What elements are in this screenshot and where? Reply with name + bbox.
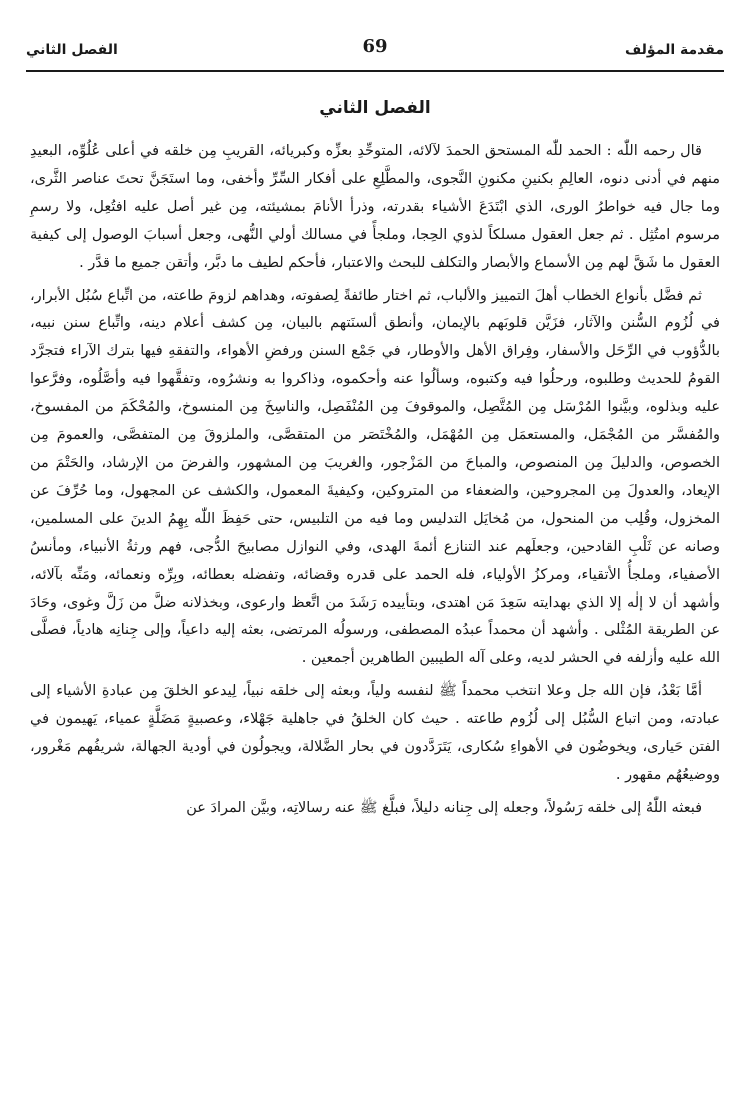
header-section-title: مقدمة المؤلف [624, 42, 724, 58]
page-number: 69 [362, 36, 388, 57]
paragraph: أمَّا بَعْدُ، فإن الله جل وعلا انتخب محمداً ﷺ لنفسه ولياً، وبعثه إلى خلقه نبياً، لِيدعو الخلقَ مِن عبادةِ الأشياء إلى عبادته، ومن اتباع السُّبُل إلى لُزُوم طاعته . حيث كان الخلقُ في جاهلية جَهْلاء، وعصبيةٍ مَضَلَّةٍ عمياء، يَهيمون في الفتن حَيارى، ويخوضُون في الأهواءِ سُكارى، يَتَرَدَّدون في بحار الضَّلالة، ويجولُون في أودية الجهالة، شريفُهم مَغْرور، ووضيعُهُم مقهور . [30, 683, 720, 783]
chapter-heading: الفصل الثاني [319, 98, 431, 118]
paragraph: ثم فضَّل بأنواع الخطاب أهلَ التمييز والألباب، ثم اختار طائفةً لِصفوته، وهداهم لزومَ طاعته، من اتِّباع سُبُل الأبرار، في لُزُوم السُّنن والآثار، فزَيَّن قلوبَهم بالإيمان، وأنطق ألسنَتهم بالبيان، مِن كشف أعلام دينه، واتِّباع سنن نبيه، بالدُّؤوب في الرِّحَل والأسفار، وفِراق الأهل والأوطار، في جَمْع السنن ورفضِ الأهواء، والتفقهِ فيها بترك الآراء فتجرَّد القومُ للحديث وطلبوه، ورحلُوا فيه وكتبوه، وسألُوا عنه وأحكموه، وذاكروا به ونشرُوه، وتفقَّهوا فيه وأصَّلُوه، وفرَّعوا عليه وبذلوه، وبيَّنوا المُرْسَل مِن المُتَّصِل، والموقوفَ مِن المُنْفَصِل، والناسِخَ مِن المنسوخ، والمُحْكَمَ من المفسوخ، والمُفسَّر من المُجْمَل، والمستعمَل مِن المُهْمَل، والمُخْتَصَر من المتقصَّى، والملزوقَ مِن المتفصَّى، والعمومَ مِن الخصوص، والدليلَ مِن المنصوص، والمباحَ من المَزْجور، والغريبَ مِن المشهور، والفرضَ من الإرشاد، والحَتْمَ من الإيعاد، والعدولَ مِن المجروحين، والضعفاء من المتروكين، وكيفيةَ المعمول، والكشف عن المجهول، وما حُرِّفَ عن المخزول، وقُلِب من المنحول، من مُخايَل التدليس وما فيه من التلبيس، حتى حَفِظَ اللّٰه بِهِمُ الدينَ على المسلمين، وصانه عن ثَلْبِ القادحين، وجعلَهم عند التنازع أئمةَ الهدى، وفي النوازل مصابيحَ الدُّجى، فهم ورثةُ الأنبياء، ومأنسُ الأصفياء، وملجأُ الأتقياء، ومركزُ الأولياء، فله الحمد على قدره وقضائه، وتفضله بعطائه، وبِرِّه ونعمائه، ومَنِّه بآلائه، وأشهد أن لا إلٰه إلا الذي بهدايته سَعِدَ مَن اهتدى، وبتأييده رَشَدَ من اتَّعظ وارعوى، وبخذلانه ضلَّ من زَلَّ وغوى، وحَادَ عن الطريقة المُثْلى . وأشهد أن محمداً عبدُه المصطفى، ورسولُه المرتضى، بعثه إليه داعياً، وإلى جِنانِه هادياً، فصلَّى الله عليه وأزلفه في الحشر لديه، وعلى آله الطيبين الطاهرين أجمعين . [30, 287, 720, 667]
header-chapter-title: الفصل الثاني [26, 42, 118, 58]
paragraph: قال رحمه اللّٰه : الحمد للّٰه المستحق الحمدَ لآلائه، المتوحِّدِ بعزِّه وكبريائه، القريبِ مِن خلقه في أعلى عُلُوِّه، البعيدِ منهم في أدنى دنوه، العالِمِ بكنينِ مكنونِ النَّجوى، والمطَّلِعِ على أفكار السِّرِّ وأخفى، وما استَجَنَّ تحتَ عناصر الثَّرى، وما جال فيه خواطرُ الورى، الذي ابْتَدَعَ الأشياء بقدرته، وذرأ الأنامَ بمشيئته، مِن غير أصل عليه افتُعِل، ولا رسمِ مرسوم امتُثِل . ثم جعل العقول مسلكاً لذوي الحِجا، وملجأً في مسالك أولي النُّهى، وجعل أسبابَ الوصول إلى كيفية العقول ما شَقَّ لهم مِن الأسماع والأبصار والتكلف للبحث والاعتبار، فأحكم لطيف ما دبَّر، وأتقن جميع ما قدَّر . [30, 143, 720, 271]
paragraph: فبعثه اللّٰهُ إلى خلقه رَسُولاً، وجعله إلى جِنانه دليلاً، فبلَّغ ﷺ عنه رسالاتِه، وبيَّن المرادَ عن [186, 799, 702, 816]
running-header [26, 34, 724, 72]
body-text [30, 138, 720, 823]
